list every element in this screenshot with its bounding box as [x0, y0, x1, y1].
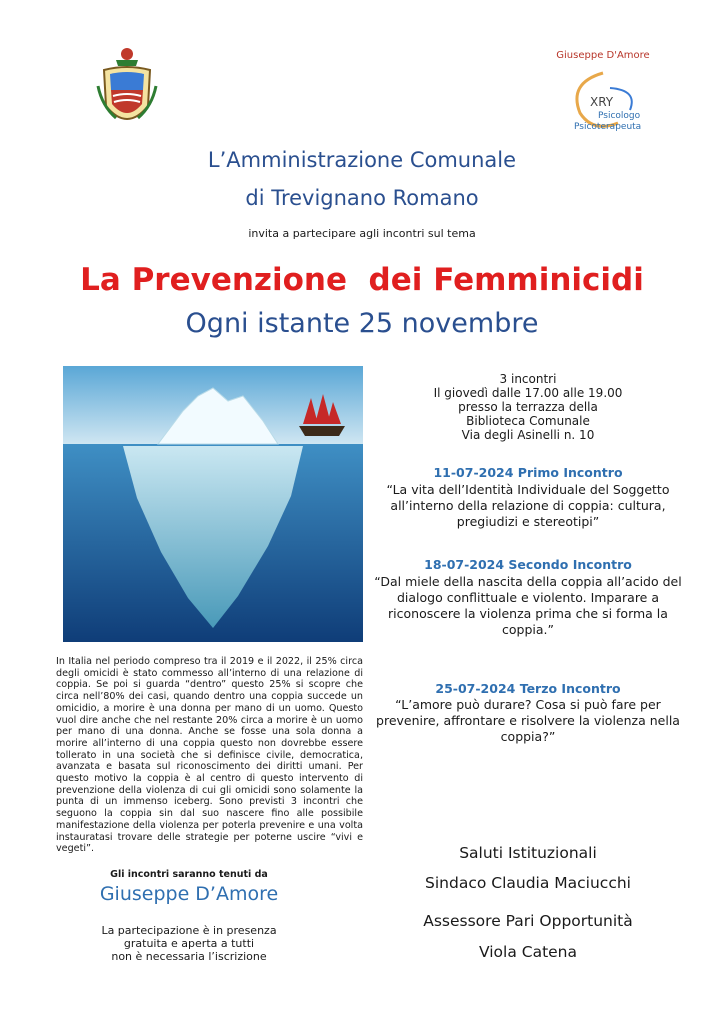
assessor-name: Viola Catena	[478, 943, 578, 961]
greetings-title: Saluti Istituzionali	[459, 844, 597, 862]
participation-line-3: non è necessaria l’iscrizione	[111, 950, 267, 963]
assessor-title: Assessore Pari Opportunità	[423, 912, 633, 930]
event-1-date: 11-07-2024 Primo Incontro	[433, 465, 623, 480]
logo-line-1: Psicologo	[598, 111, 641, 121]
event-2-text: “Dal miele della nascita della coppia all’acido del dialogo conflittuale e violento. Imparare a riconoscere la violenza prima che si forma la coppia.”	[374, 574, 682, 637]
logo-line-2: Psicoterapeuta	[574, 122, 642, 132]
info-line-3: presso la terrazza della	[458, 400, 598, 414]
event-1-text: “La vita dell’Identità Individuale del Soggetto all’interno della relazione di coppia: cultura, pregiudizi e stereotipi”	[386, 482, 670, 529]
info-line-1: 3 incontri	[499, 372, 557, 386]
invite-text: invita a partecipare agli incontri sul tema	[248, 227, 476, 240]
info-line-5: Via degli Asinelli n. 10	[461, 428, 595, 442]
event-2-date: 18-07-2024 Secondo Incontro	[424, 557, 632, 572]
mayor-name: Sindaco Claudia Maciucchi	[425, 874, 631, 892]
info-line-4: Biblioteca Comunale	[466, 414, 590, 428]
participation-line-2: gratuita e aperta a tutti	[123, 937, 255, 950]
participation-line-1: La partecipazione è in presenza	[101, 924, 277, 937]
admin-line-1: L’Amministrazione Comunale	[207, 148, 517, 172]
iceberg-illustration	[63, 366, 363, 642]
event-3-date: 25-07-2024 Terzo Incontro	[435, 681, 621, 696]
logo-monogram: XRY	[590, 95, 614, 109]
event-3-text: “L’amore può durare? Cosa si può fare per prevenire, affrontare e risolvere la violenza nella coppia?”	[376, 697, 680, 744]
main-title: La Prevenzione dei Femminicidi	[80, 262, 644, 298]
speaker-name: Giuseppe D’Amore	[99, 883, 279, 905]
admin-line-2: di Trevignano Romano	[245, 186, 479, 210]
logo-name: Giuseppe D'Amore	[556, 50, 650, 61]
body-paragraph: In Italia nel periodo compreso tra il 2019 e il 2022, il 25% circa degli omicidi è stato commesso all’interno di una relazione di coppia. Se poi si guarda “dentro” questo 25% si scopre che circa nell’80% dei casi, quando dentro una coppia succede un omicidio, a morire è una donna per mano di un uomo. Questo vuol dire anche che nel restante 20% circa a morire è un uomo per mano di una donna. Anche se fosse una sola donna a morire all’interno di una coppia questo non dovrebbe essere tollerato in una società che si definisce civile, democratica, avanzata e basata sul riconoscimento dei diritti umani. Per questo motivo la coppia è al centro di questo intervento di prevenzione della violenza di cui gli omicidi sono solamente la punta di un immenso iceberg. Sono previsti 3 incontri che seguono la coppia sin dal suo nascere fino alle possibile manifestazione della violenza per poterla prevenire e una volta instauratasi trovare delle strategie per poterne uscire “vivi e vegeti”.	[56, 656, 363, 855]
participation-info	[56, 924, 322, 963]
info-line-2: Il giovedì dalle 17.00 alle 19.00	[433, 386, 623, 400]
municipal-crest-icon	[96, 46, 158, 134]
meeting-info	[364, 372, 692, 442]
held-by-label: Gli incontri saranno tenuti da	[110, 869, 268, 880]
subtitle: Ogni istante 25 novembre	[185, 308, 539, 339]
